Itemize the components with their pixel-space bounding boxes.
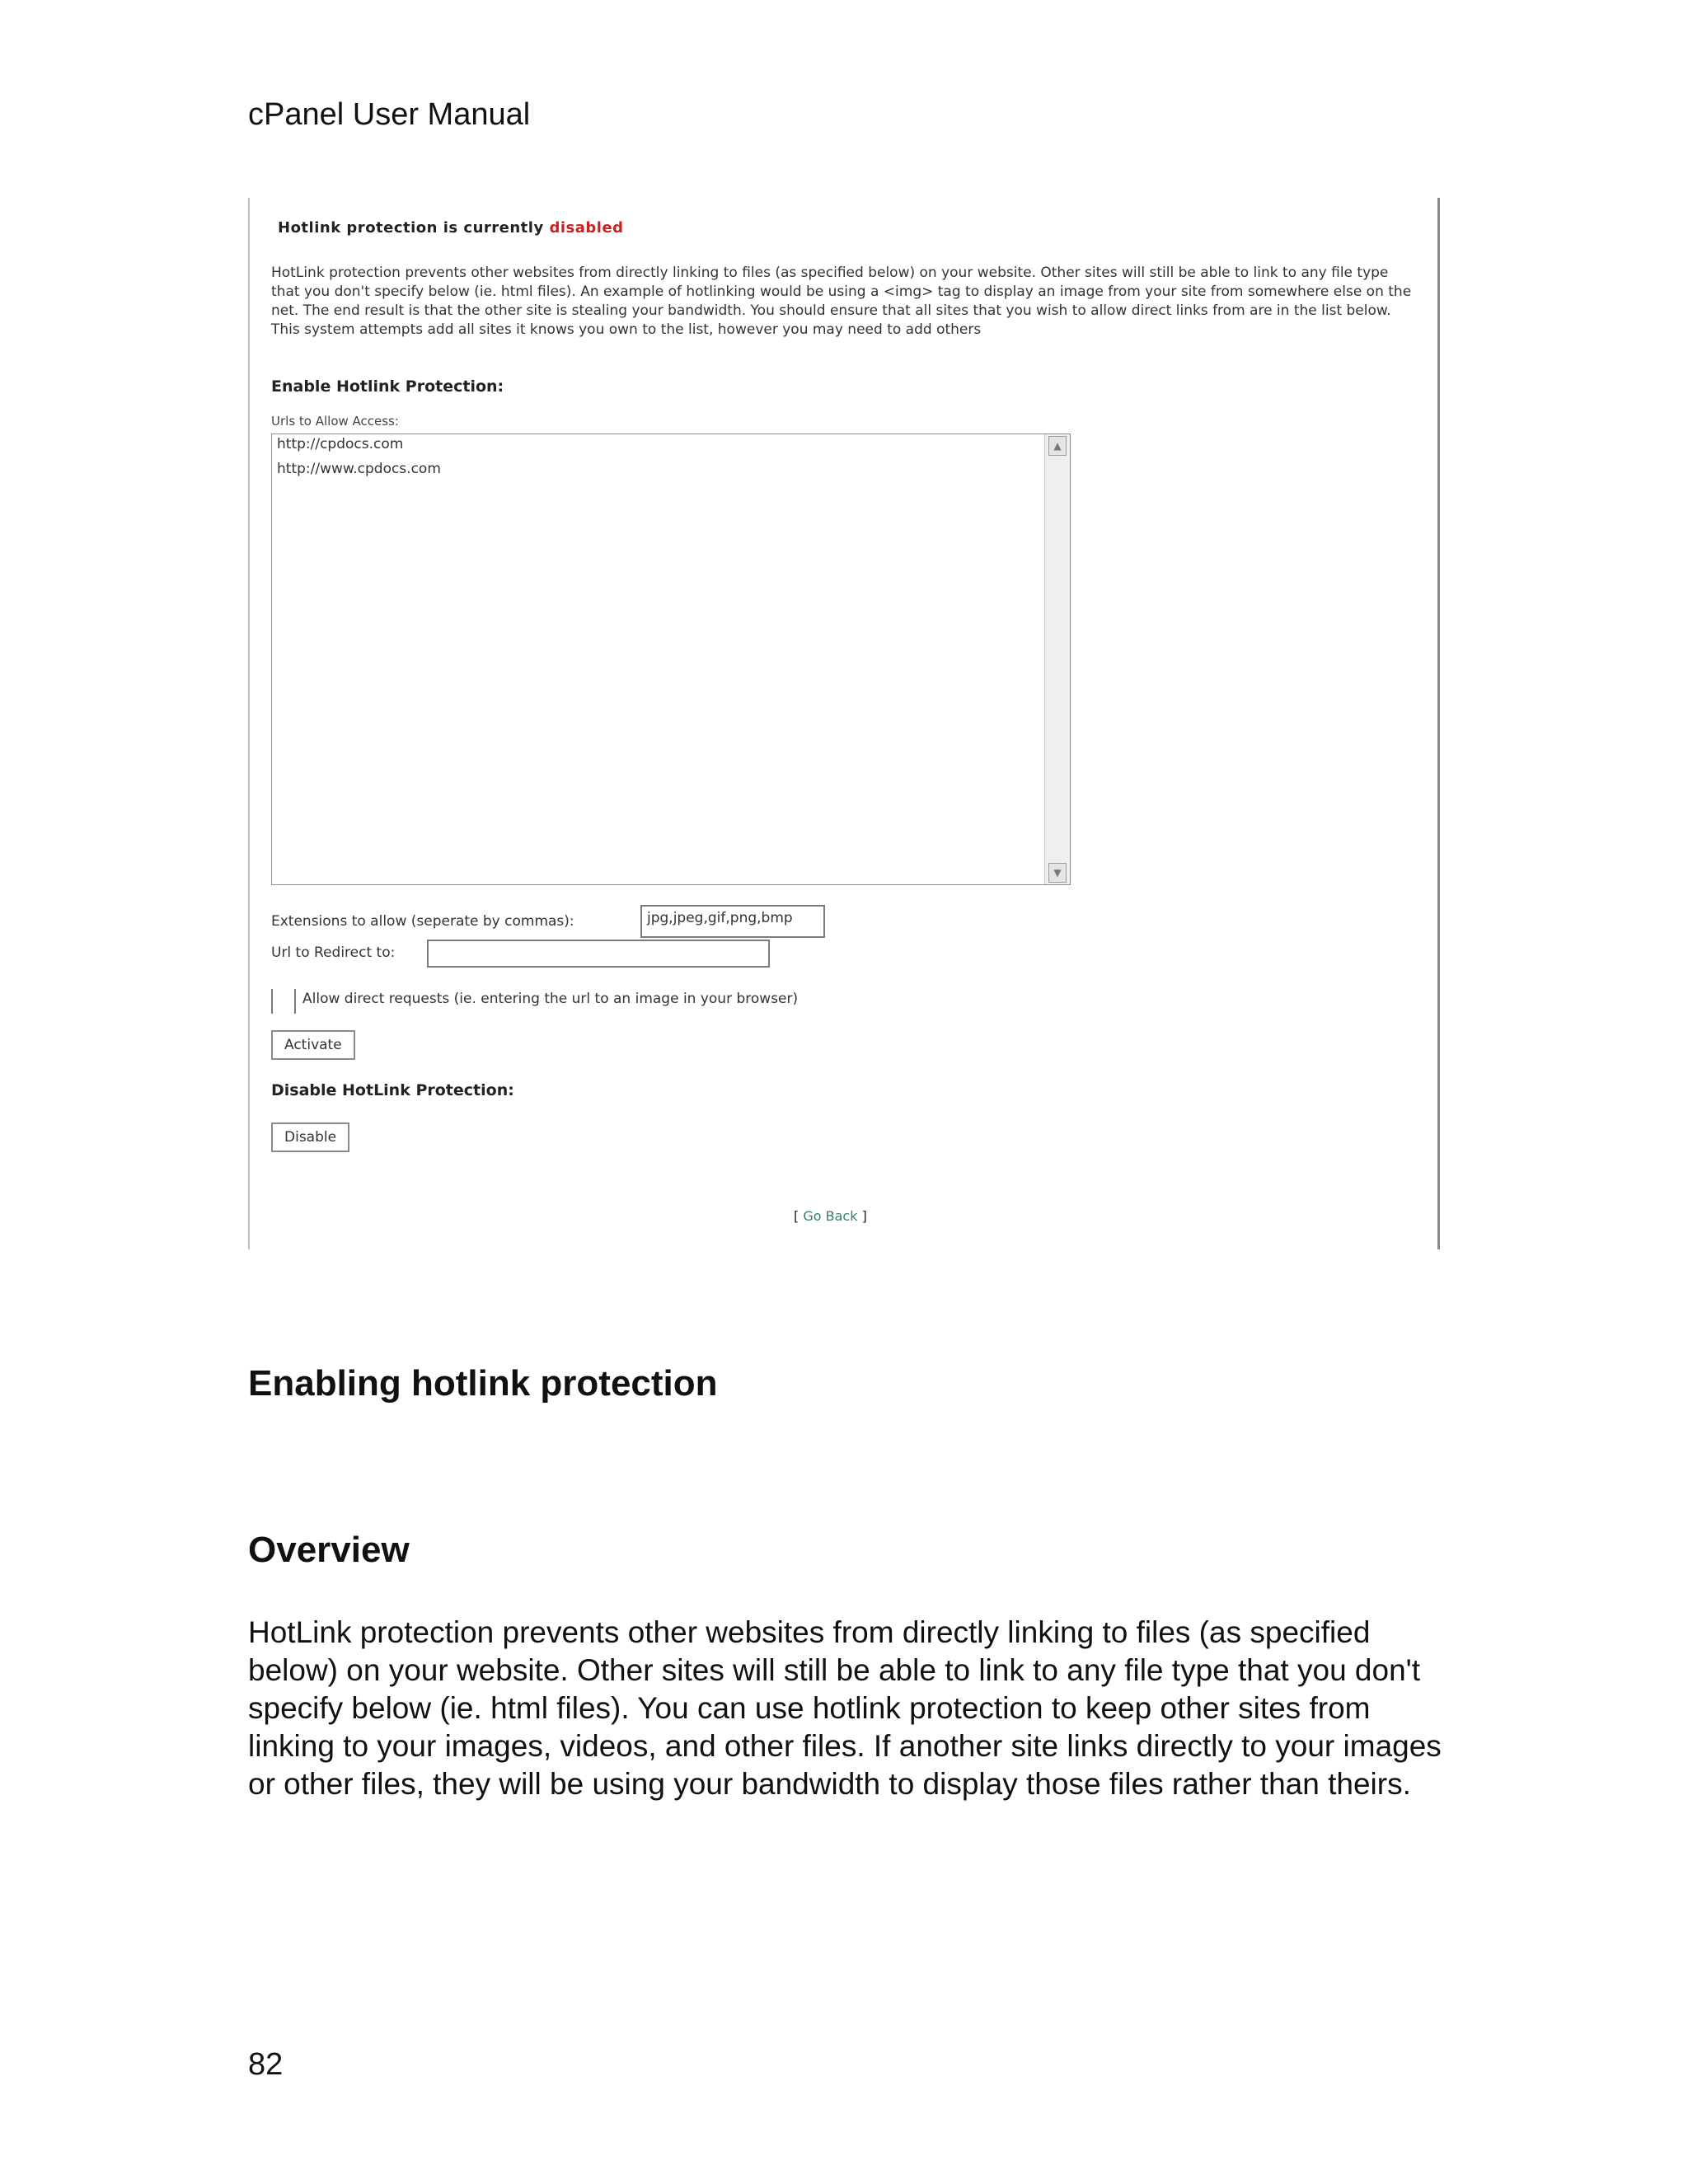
extensions-input[interactable]: jpg,jpeg,gif,png,bmp [640,905,825,938]
allowed-urls-textarea[interactable] [271,434,1071,885]
url-line: http://www.cpdocs.com [277,461,441,477]
urls-label: Urls to Allow Access: [271,414,399,429]
go-back-link[interactable]: Go Back [803,1208,858,1224]
heading-overview: Overview [248,1530,410,1570]
go-back-bracket-close: ] [861,1208,867,1224]
go-back-bracket-open: [ [794,1208,799,1224]
extensions-label: Extensions to allow (seperate by commas): [271,913,574,930]
overview-paragraph: HotLink protection prevents other websites from directly linking to files (as specified below) on your website. Other sites will still be able to link to any file type that you don't specify below (ie. html files). You can use hotlink protection to keep other sites from linking to your images, videos, and other files. If another site links directly to your images or other files, they will be using your bandwidth to display those files rather than theirs. [248,1615,1442,1801]
hotlink-status [278,219,624,237]
textarea-scrollbar[interactable] [1044,434,1070,884]
hotlink-screenshot [248,198,1440,1249]
activate-button[interactable]: Activate [271,1030,355,1060]
allow-direct-checkbox[interactable] [271,989,296,1014]
status-prefix: Hotlink protection is currently [278,219,544,237]
disable-button[interactable]: Disable [271,1122,349,1152]
status-value: disabled [549,219,624,237]
allow-direct-label: Allow direct requests (ie. entering the url to an image in your browser) [302,991,799,1007]
go-back [794,1208,867,1224]
redirect-label: Url to Redirect to: [271,944,396,961]
document-header: cPanel User Manual [248,97,531,132]
disable-section-title: Disable HotLink Protection: [271,1081,514,1099]
scroll-down-icon[interactable]: ▼ [1048,863,1067,883]
heading-enabling-hotlink-protection: Enabling hotlink protection [248,1363,718,1404]
redirect-url-input[interactable] [427,940,770,968]
page-number: 82 [248,2047,284,2082]
hotlink-intro-text: HotLink protection prevents other websites from directly linking to files (as specified below) on your website. Other sites will still be able to link to any file type that you don't specify below (ie. html files). An example of hotlinking would be using a <img> tag to display an image from your site from somewhere else on the net. The end result is that the other site is stealing your bandwidth. You should ensure that all sites that you wish to allow direct links from are in the list below. This system attempts add all sites it knows you own to the list, however you may need to add others [271,265,1412,338]
enable-section-title: Enable Hotlink Protection: [271,377,504,396]
url-line: http://cpdocs.com [277,436,404,452]
scroll-up-icon[interactable]: ▲ [1048,436,1067,456]
